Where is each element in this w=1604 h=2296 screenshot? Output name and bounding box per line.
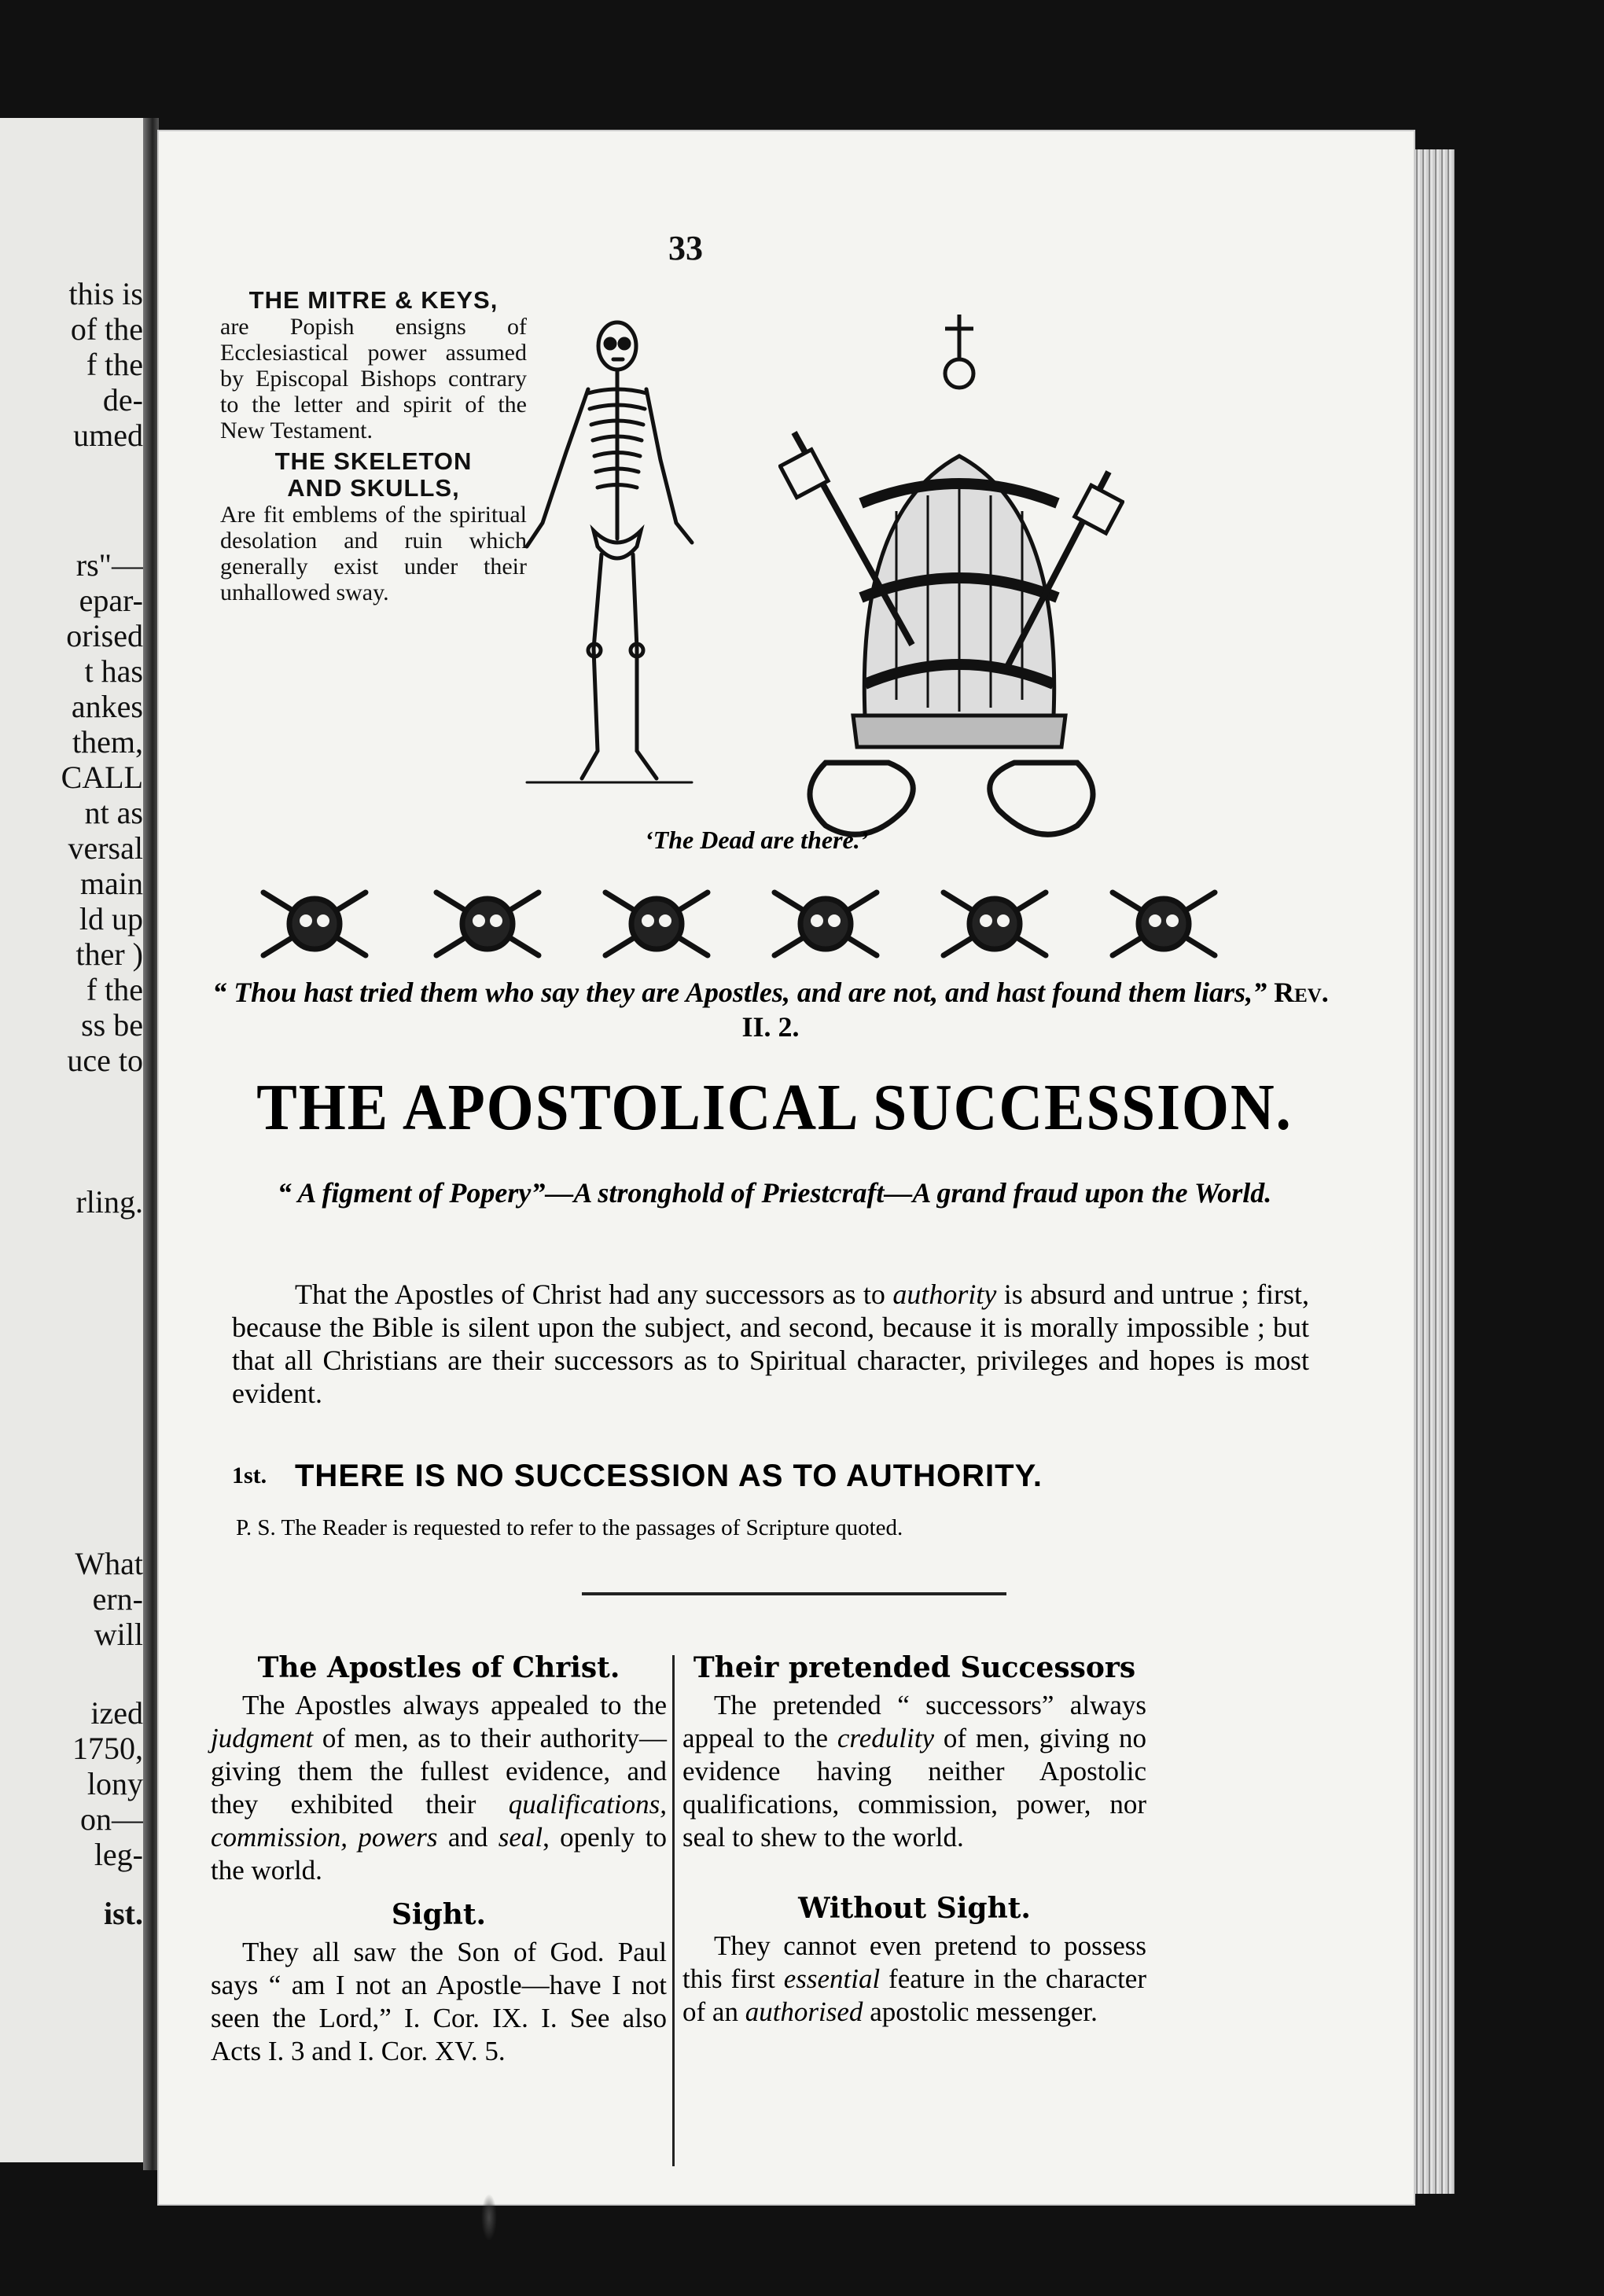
- left-fragment: What: [75, 1546, 143, 1581]
- left-fragment: de-: [102, 382, 143, 418]
- without-sight-heading: Without Sight.: [798, 1892, 1031, 1925]
- quote-text: “ Thou hast tried them who say they are Apostles, and are not, and hast found them liars,”: [212, 977, 1267, 1008]
- left-fragment: t has: [84, 653, 143, 689]
- left-fragment: orised: [66, 618, 143, 653]
- left-fragment: lony: [86, 1766, 143, 1801]
- divider: [582, 1592, 1006, 1595]
- apostles-heading: The Apostles of Christ.: [257, 1651, 620, 1684]
- book-page: [157, 130, 1415, 2206]
- left-fragment: of the: [70, 311, 143, 347]
- page-title: THE APOSTOLICAL SUCCESSION.: [256, 1071, 1293, 1144]
- left-fragment: main: [80, 866, 143, 901]
- left-fragment: versal: [68, 830, 143, 866]
- skull-crossbones-icon: [263, 892, 366, 955]
- skeleton-heading-2: AND SKULLS,: [287, 474, 460, 502]
- ink-smudge: [481, 2194, 497, 2241]
- left-fragment: ther ): [75, 936, 143, 972]
- text-run: apostolic messenger.: [863, 1996, 1098, 2027]
- left-fragment: rs"—: [75, 547, 143, 583]
- left-fragment: rling.: [75, 1184, 143, 1220]
- left-fragment: uce to: [67, 1043, 143, 1078]
- left-fragment: ankes: [71, 689, 143, 724]
- left-fragment: ized: [90, 1695, 143, 1731]
- apostles-paragraph: [211, 1689, 667, 1887]
- intro-paragraph: [232, 1278, 1309, 1410]
- sight-heading: Sight.: [391, 1898, 487, 1931]
- section-heading: THERE IS NO SUCCESSION AS TO AUTHORITY.: [295, 1459, 1043, 1493]
- text-run: They cannot even pretend to possess this first: [682, 1930, 1146, 1994]
- emphasis: qualifications, commission, powers: [211, 1789, 667, 1853]
- scripture-quote: [212, 975, 1329, 1044]
- text-run: The Apostles always appealed to the: [242, 1690, 667, 1720]
- left-fragment: nt as: [84, 795, 143, 830]
- quote-reference: Rev. II. 2.: [741, 977, 1329, 1043]
- dead-caption: ‘The Dead are there.’: [645, 826, 869, 854]
- left-fragment: umed: [73, 418, 143, 453]
- mitre-text: are Popish ensigns of Ecclesiastical power assumed by Episcopal Bishops contrary to the letter and spirit of the New Testament.: [220, 314, 527, 443]
- skull-crossbones-icon: [436, 892, 539, 955]
- left-fragment: ss be: [81, 1007, 143, 1043]
- book-gutter: [143, 118, 159, 2170]
- skull-crossbones-icon: [944, 892, 1046, 955]
- successors-paragraph: [682, 1689, 1146, 1854]
- left-fragment: ern-: [92, 1581, 143, 1617]
- left-fragment: ist.: [104, 1896, 143, 1931]
- left-fragment: will: [94, 1617, 143, 1652]
- section-ordinal: 1st.: [232, 1463, 267, 1488]
- text-run: The pretended “ successors” always appeal to the: [682, 1690, 1146, 1753]
- intro-text: That the Apostles of Christ had any successors as to: [295, 1279, 893, 1310]
- skull-crossbones-icon: [605, 892, 708, 955]
- left-fragment: on—: [80, 1801, 143, 1837]
- left-fragment: f the: [86, 347, 143, 382]
- tiara-and-keys-illustration: [778, 307, 1124, 873]
- skeleton-text: Are fit emblems of the spiritual desolation and ruin which generally exist under their unhallowed sway.: [220, 502, 527, 605]
- emphasis: judgment: [211, 1723, 314, 1753]
- skull-row: [259, 873, 1321, 975]
- column-divider: [672, 1655, 675, 2166]
- illustration-caption: [220, 287, 527, 605]
- text-run: , openly to the world.: [211, 1822, 667, 1886]
- left-fragment: them,: [72, 724, 143, 760]
- skull-crossbones-icon: [774, 892, 877, 955]
- without-sight-paragraph: [682, 1930, 1146, 2029]
- page-number: 33: [668, 229, 703, 267]
- skeleton-heading-1: THE SKELETON: [274, 447, 473, 475]
- left-fragment: this is: [68, 276, 143, 311]
- text-run: of men, giving no evidence having neither Apostolic qualifications, commission, power, nor seal to shew to the world.: [682, 1723, 1146, 1853]
- emphasis: essential: [783, 1963, 881, 1994]
- skeleton-illustration: [519, 311, 700, 798]
- left-fragment: 1750,: [72, 1731, 143, 1766]
- mitre-heading: THE MITRE & KEYS,: [248, 286, 498, 314]
- emphasis: seal: [498, 1822, 543, 1853]
- sight-paragraph: They all saw the Son of God. Paul says “ am I not an Apostle—have I not seen the Lord,” I. Cor. IX. I. See also Acts I. 3 and I. Cor. XV. 5.: [211, 1937, 667, 2066]
- intro-emphasis: authority: [892, 1279, 997, 1310]
- left-fragment: epar-: [79, 583, 143, 618]
- emphasis: authorised: [745, 1996, 863, 2027]
- successors-heading: Their pretended Successors: [693, 1651, 1136, 1684]
- left-fragment: f the: [86, 972, 143, 1007]
- ps-note: P. S. The Reader is requested to refer to the passages of Scripture quoted.: [236, 1515, 903, 1540]
- text-run: of men, as to their authority—giving them the fullest evidence, and they exhibited their: [211, 1723, 667, 1820]
- left-fragment: CALL: [61, 760, 143, 795]
- left-facing-page: [0, 118, 149, 2162]
- intro-text: is absurd and untrue ; first, because the Bible is silent upon the subject, and second, because it is morally impossible ; but that all Christians are their successors as to Spiritual character, privileges and hopes is most evident.: [232, 1279, 1309, 1409]
- text-run: feature in the character of an: [682, 1963, 1146, 2027]
- text-run: and: [437, 1822, 498, 1853]
- left-fragment: ld up: [79, 901, 143, 936]
- apostles-column: [211, 1651, 667, 2068]
- skull-crossbones-icon: [1113, 892, 1215, 955]
- emphasis: credulity: [837, 1723, 934, 1753]
- successors-column: [682, 1651, 1146, 2029]
- subtitle: “ A figment of Popery”—A stronghold of Priestcraft—A grand fraud upon the World.: [277, 1177, 1272, 1209]
- left-fragment: leg-: [94, 1837, 143, 1872]
